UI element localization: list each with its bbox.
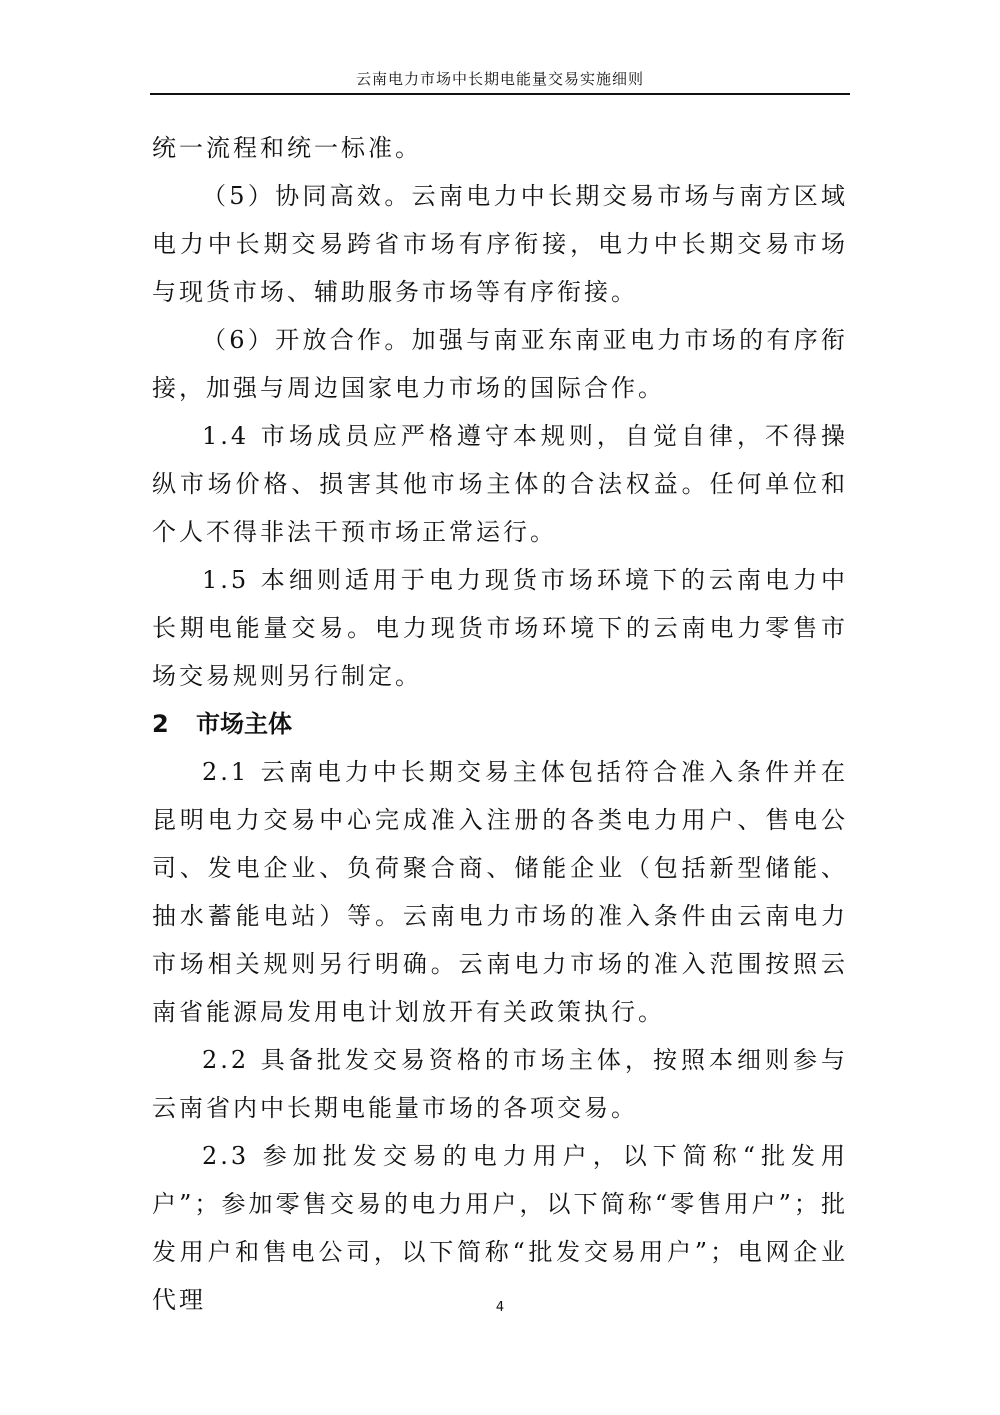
document-body xyxy=(152,124,848,1324)
paragraph: （5）协同高效。云南电力中长期交易市场与南方区域电力中长期交易跨省市场有序衔接，电力中长期交易市场与现货市场、辅助服务市场等有序衔接。 xyxy=(152,182,848,306)
running-header-title: 云南电力市场中长期电能量交易实施细则 xyxy=(355,70,644,88)
section-title: 市场主体 xyxy=(196,710,292,738)
page-number: 4 xyxy=(495,1300,505,1315)
paragraph: 1.4 市场成员应严格遵守本规则，自觉自律，不得操纵市场价格、损害其他市场主体的合法权益。任何单位和个人不得非法干预市场正常运行。 xyxy=(152,422,848,546)
header-divider xyxy=(150,93,850,95)
paragraph: 2.2 具备批发交易资格的市场主体，按照本细则参与云南省内中长期电能量市场的各项交易。 xyxy=(152,1046,848,1122)
paragraph: （6）开放合作。加强与南亚东南亚电力市场的有序衔接，加强与周边国家电力市场的国际合作。 xyxy=(152,326,848,402)
paragraph: 统一流程和统一标准。 xyxy=(152,134,422,162)
section-number: 2 xyxy=(152,710,169,738)
paragraph: 1.5 本细则适用于电力现货市场环境下的云南电力中长期电能量交易。电力现货市场环境下的云南电力零售市场交易规则另行制定。 xyxy=(152,566,848,690)
paragraph: 2.3 参加批发交易的电力用户，以下简称“批发用户”；参加零售交易的电力用户，以下简称“零售用户”；批发用户和售电公司，以下简称“批发交易用户”；电网企业代理 xyxy=(152,1142,848,1314)
section-heading xyxy=(152,700,848,748)
paragraph: 2.1 云南电力中长期交易主体包括符合准入条件并在昆明电力交易中心完成准入注册的各类电力用户、售电公司、发电企业、负荷聚合商、储能企业（包括新型储能、抽水蓄能电站）等。云南电力市场的准入条件由云南电力市场相关规则另行明确。云南电力市场的准入范围按照云南省能源局发用电计划放开有关政策执行。 xyxy=(152,758,848,1026)
